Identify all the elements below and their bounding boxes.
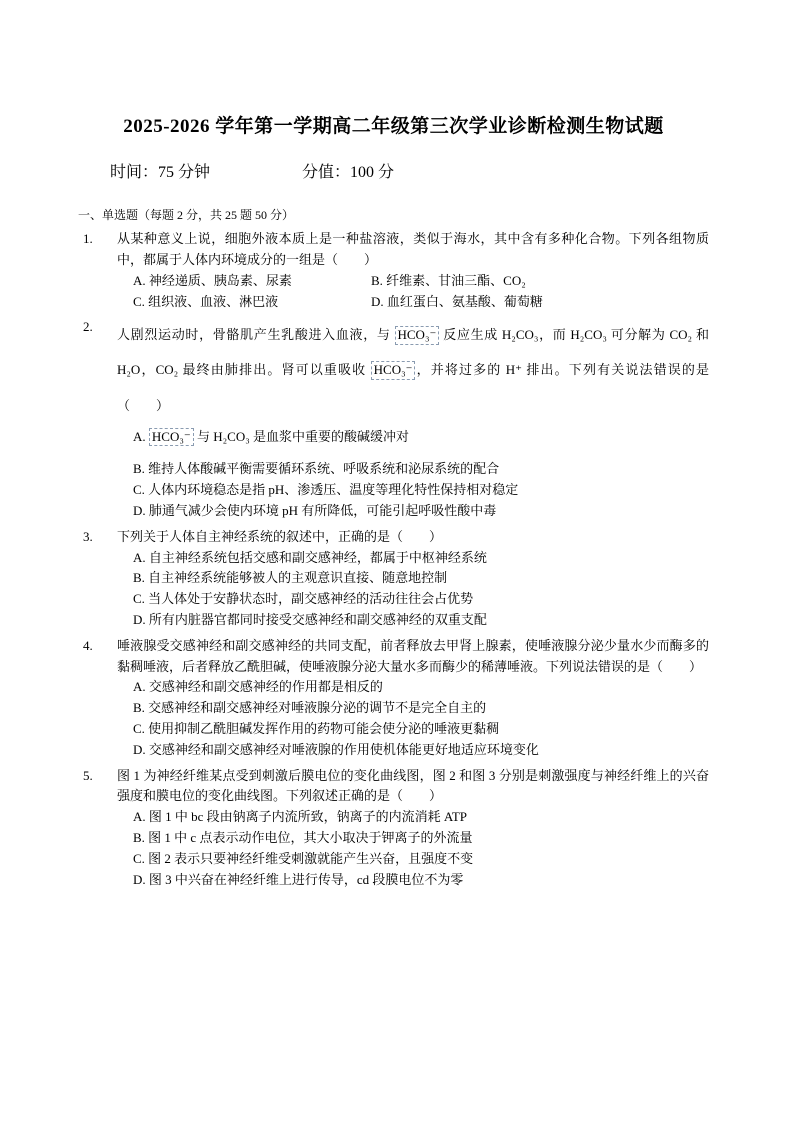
question-3-options: [117, 548, 709, 631]
question-5-stem: 图 1 为神经纤维某点受到刺激后膜电位的变化曲线图，图 2 和图 3 分别是刺激强度与神经纤维上的兴奋强度和膜电位的变化曲线图。下列叙述正确的是（ ）: [117, 767, 709, 804]
question-2-options: [117, 427, 709, 522]
question-2-number: 2.: [83, 319, 93, 335]
chem-formula-hco3: HCO₃⁻: [149, 428, 194, 446]
question-3: [78, 527, 709, 631]
question-4-option-a: A. 交感神经和副交感神经的作用都是相反的: [133, 679, 383, 695]
question-2-stem: [117, 317, 709, 422]
question-5-number: 5.: [83, 767, 93, 783]
question-1-stem: 从某种意义上说，细胞外液本质上是一种盐溶液，类似于海水，其中含有多种化合物。下列各组物质中，都属于人体内环境成分的一组是（ ）: [117, 231, 709, 267]
question-3-option-c: C. 当人体处于安静状态时，副交感神经的活动往往会占优势: [133, 591, 474, 607]
question-4-stem: 唾液腺受交感神经和副交感神经的共同支配，前者释放去甲肾上腺素，使唾液腺分泌少量水少而酶多的黏稠唾液，后者释放乙酰胆碱，使唾液腺分泌大量水多而酶少的稀薄唾液。下列说法错误的是（ ）: [117, 637, 709, 674]
question-1-number: 1.: [83, 231, 93, 247]
question-1-option-c: C. 组织液、血液、淋巴液: [133, 293, 279, 309]
question-5: [78, 766, 709, 891]
question-4-number: 4.: [83, 637, 93, 653]
question-5-option-a: A. 图 1 中 bc 段由钠离子内流所致，钠离子的内流消耗 ATP: [133, 809, 468, 825]
question-3-option-b: B. 自主神经系统能够被人的主观意识直接、随意地控制: [133, 570, 448, 586]
exam-score: 分值：100 分: [302, 164, 395, 182]
question-5-option-b: B. 图 1 中 c 点表示动作电位，其大小取决于钾离子的外流量: [133, 829, 473, 845]
question-4-option-c: C. 使用抑制乙酰胆碱发挥作用的药物可能会使分泌的唾液更黏稠: [133, 721, 500, 736]
question-3-option-a: A. 自主神经系统包括交感和副交感神经，都属于中枢神经系统: [133, 549, 487, 565]
exam-time: 时间：75 分钟: [110, 164, 211, 182]
question-3-number: 3.: [83, 528, 93, 544]
question-2-stem-text: 人剧烈运动时，骨骼肌产生乳酸进入血液，与: [117, 327, 395, 343]
question-2-stem-text: ，并将过多的 H⁺ 排出。下列有关说法错误的是（ ）: [117, 362, 709, 413]
question-2-option-b: B. 维持人体酸碱平衡需要循环系统、呼吸系统和泌尿系统的配合: [133, 461, 500, 477]
question-5-option-d: D. 图 3 中兴奋在神经纤维上进行传导，cd 段膜电位不为零: [133, 871, 464, 887]
question-4: [78, 636, 709, 761]
option-a-label: A.: [133, 428, 149, 444]
question-5-option-c: C. 图 2 表示只要神经纤维受刺激就能产生兴奋，且强度不变: [133, 850, 474, 866]
question-2-stem-text: 反应生成 H₂CO₃，而 H₂CO₃ 可分解为 CO₂ 和 H₂O，CO₂ 最终由肺排出。肾可以重吸收: [117, 327, 709, 378]
question-2: [78, 317, 709, 521]
question-2-option-d: D. 肺通气减少会使内环境 pH 有所降低，可能引起呼吸性酸中毒: [133, 503, 497, 519]
option-a-text: 与 H₂CO₃ 是血浆中重要的酸碱缓冲对: [193, 428, 409, 444]
question-2-option-c: C. 人体内环境稳态是指 pH、渗透压、温度等理化特性保持相对稳定: [133, 482, 519, 498]
question-1-option-d: D. 血红蛋白、氨基酸、葡萄糖: [371, 293, 543, 309]
exam-meta: [78, 160, 709, 186]
chem-formula-hco3: HCO₃⁻: [395, 326, 440, 344]
question-4-option-b: B. 交感神经和副交感神经对唾液腺分泌的调节不是完全自主的: [133, 700, 487, 716]
question-1: [78, 229, 709, 312]
question-2-option-a: [117, 427, 709, 448]
question-1-option-a: A. 神经递质、胰岛素、尿素: [133, 272, 292, 288]
chem-formula-hco3: HCO₃⁻: [371, 361, 416, 379]
question-4-options: [117, 677, 709, 760]
question-3-stem: 下列关于人体自主神经系统的叙述中，正确的是（ ）: [117, 528, 443, 544]
question-5-options: [117, 807, 709, 890]
question-1-option-b: B. 纤维素、甘油三酯、CO₂: [371, 272, 526, 288]
question-3-option-d: D. 所有内脏器官都同时接受交感神经和副交感神经的双重支配: [133, 612, 487, 628]
section-header: 一、单选题（每题 2 分，共 25 题 50 分）: [78, 207, 295, 222]
question-4-option-d: D. 交感神经和副交感神经对唾液腺的作用使机体能更好地适应环境变化: [133, 741, 539, 757]
page-title: 2025-2026 学年第一学期高二年级第三次学业诊断检测生物试题: [123, 116, 664, 137]
question-1-options: [117, 271, 709, 313]
